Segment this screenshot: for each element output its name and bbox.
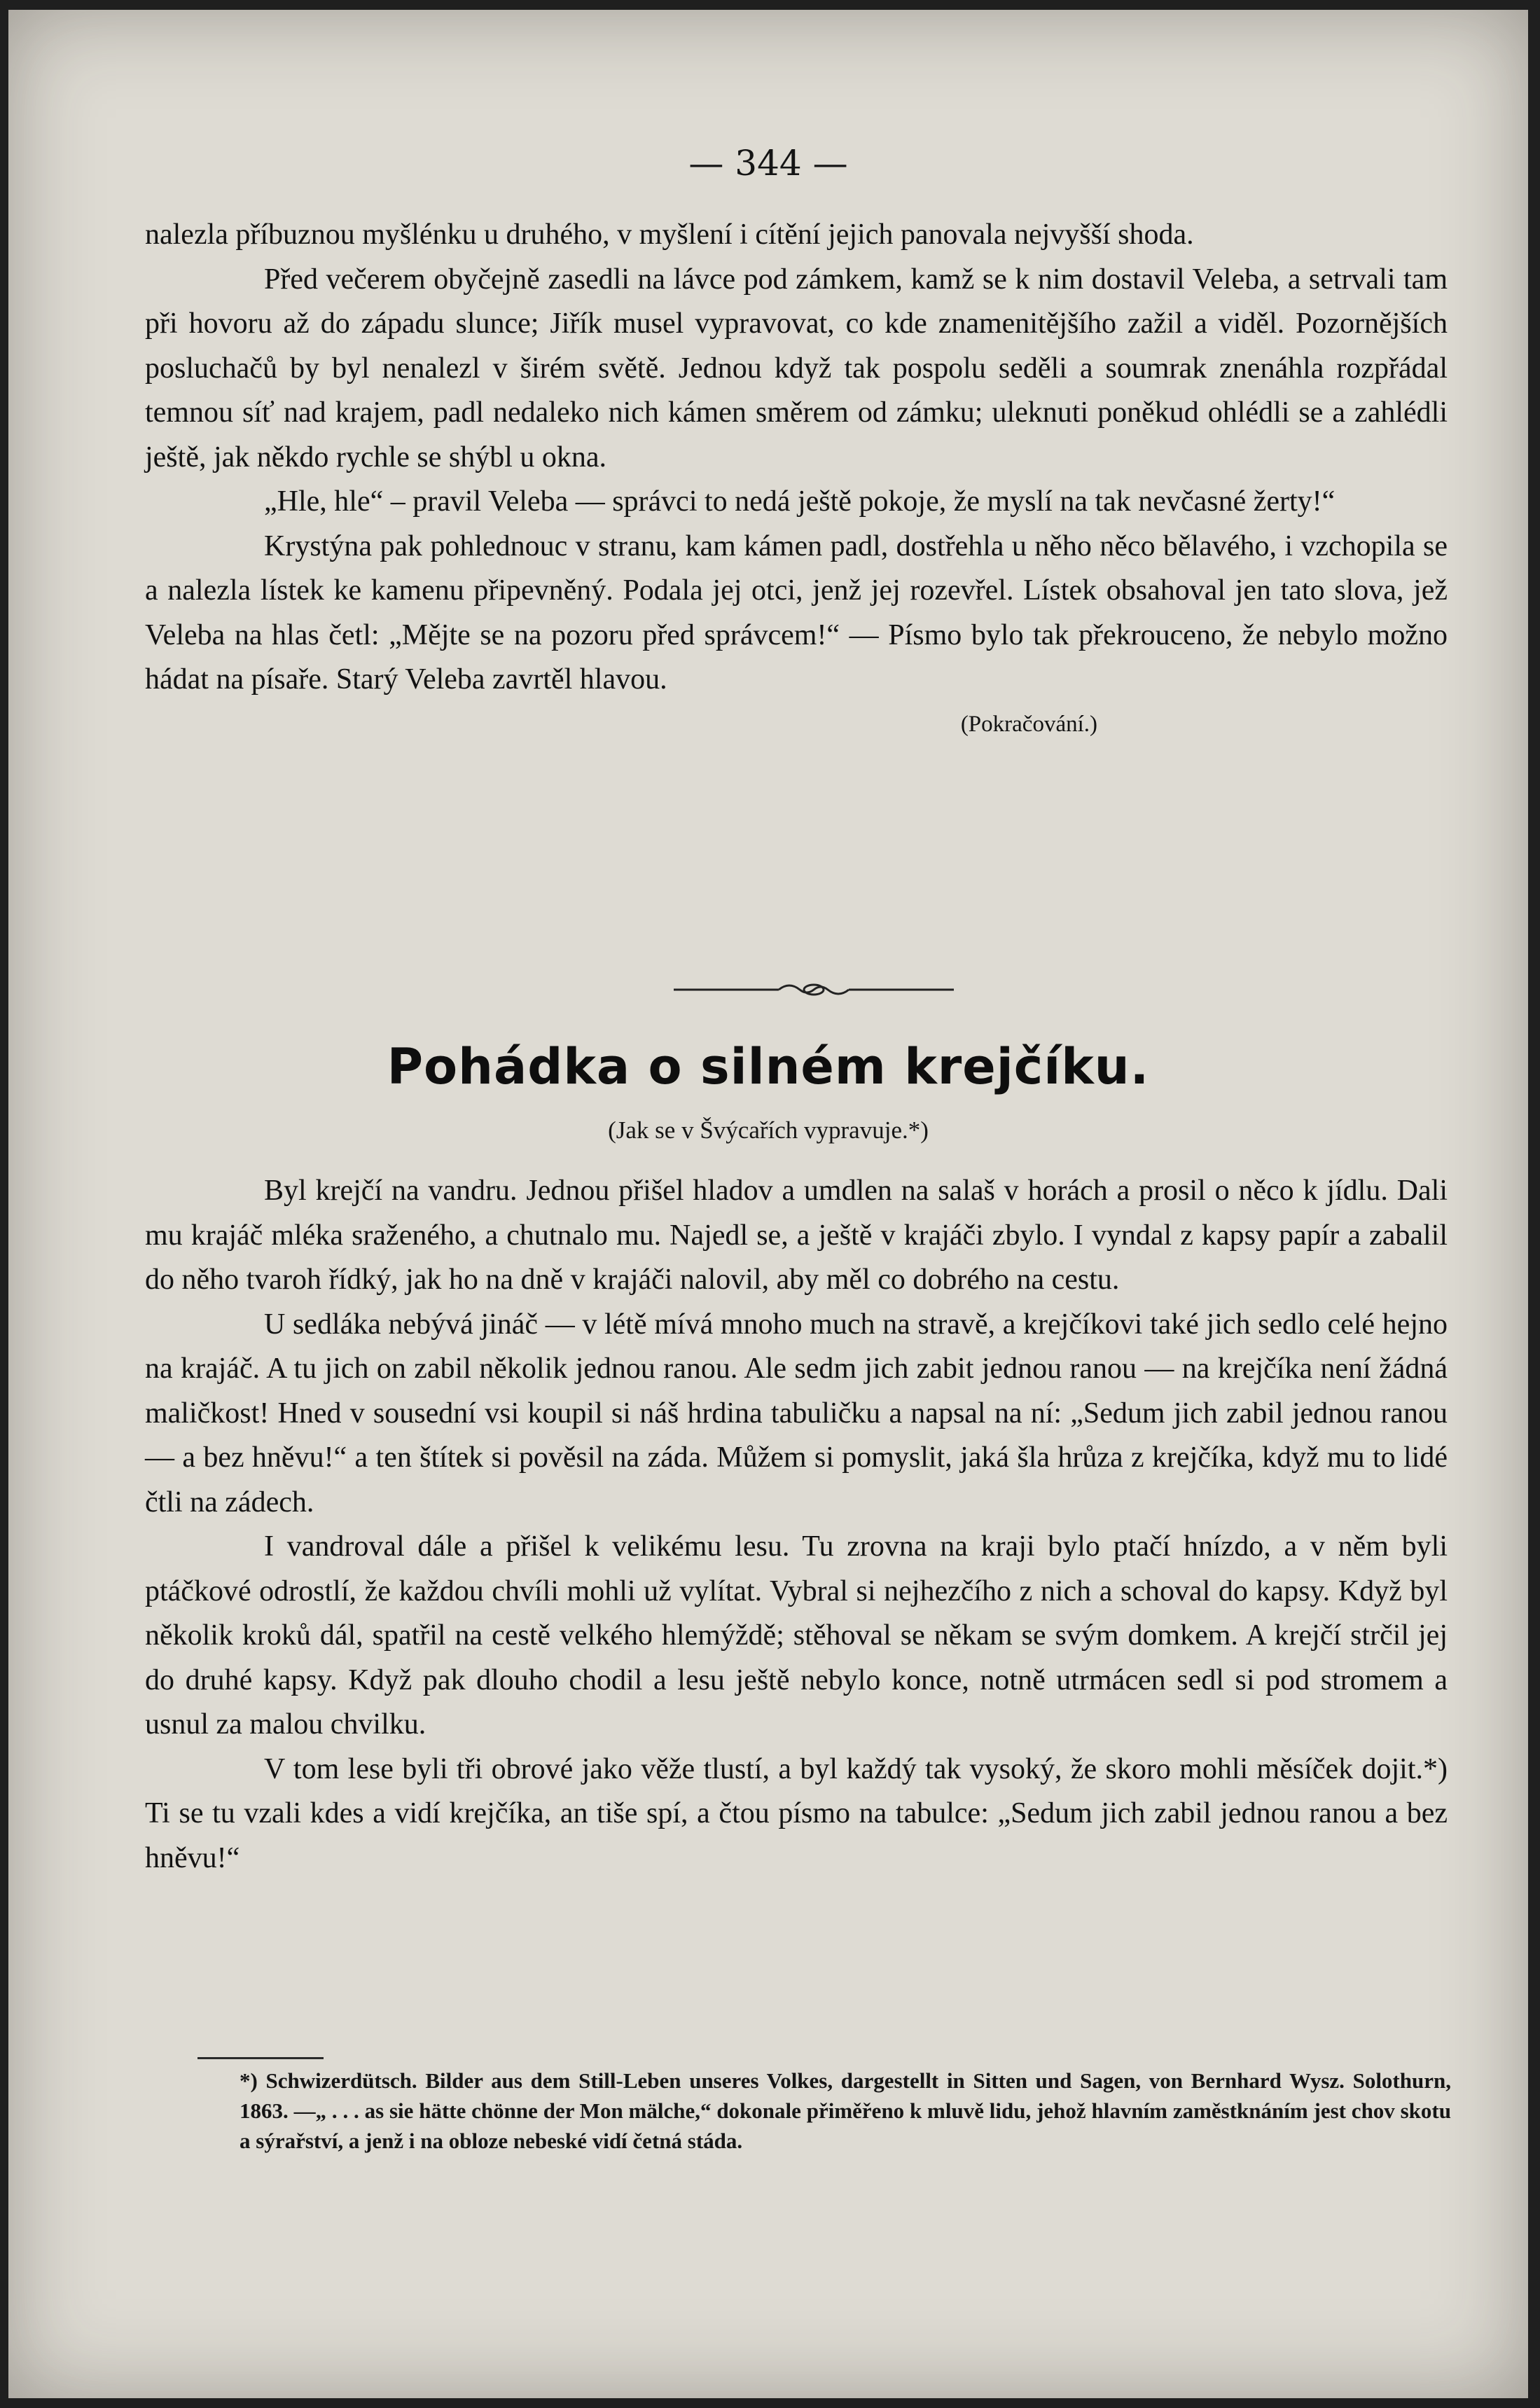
paragraph: U sedláka nebývá jináč — v létě mívá mnoho much na stravě, a krejčíkovi také jich sedlo celé hejno na krajáč. A tu jich on zabil několik jednou ranou. Ale sedm jich zabit jednou ranou — na krejčíka není žádná maličkost! Hned v sousední vsi koupil si náš hrdina tabuličku a napsal na ní: „Sedum jich zabil jednou ranou — a bez hněvu!“ a ten štítek si pověsil na záda. Můžem si pomyslit, jaká šla hrůza z krejčíka, když mu to lidé čtli na zádech. xyxy=(145,1308,1448,1518)
page-number: — 344 — xyxy=(688,143,848,184)
footnote-rule xyxy=(197,2057,324,2059)
footnote-text: *) Schwizerdütsch. Bilder aus dem Still-Leben unseres Volkes, dargestellt in Sitten und Sagen, von Bernhard Wysz. Solothurn, 1863. —„ . . . as sie hätte chönne der Mon mälche,“ dokonale přiměřeno k mluvě lidu, jehož hlavním zaměstknáním jest chov skotu a sýrařství, a jenž i na obloze nebeské vidí četná stáda. xyxy=(240,2068,1451,2153)
story-body xyxy=(145,1169,1448,1881)
ornament-divider xyxy=(674,979,954,1000)
paragraph: nalezla příbuznou myšlénku u druhého, v myšlení i cítění jejich panovala nejvyšší shoda. xyxy=(145,219,1194,251)
paragraph: „Hle, hle“ – pravil Veleba — správci to nedá ještě pokoje, že myslí na tak nevčasné žerty!“ xyxy=(264,485,1336,518)
footnote xyxy=(197,2066,1451,2156)
story-subtitle: (Jak se v Švýcařích vypravuje.*) xyxy=(608,1116,929,1144)
paragraph: V tom lese byli tři obrové jako věže tlustí, a byl každý tak vysoký, že skoro mohli měsíček dojit.*) Ti se tu vzali kdes a vidí krejčíka, an tiše spí, a čtou písmo na tabulce: „Sedum jich zabil jednou ranou a bez hněvu!“ xyxy=(145,1752,1448,1874)
to-be-continued: (Pokračování.) xyxy=(960,711,1097,737)
paragraph: Byl krejčí na vandru. Jednou přišel hladov a umdlen na salaš v horách a prosil o něco k jídlu. Dali mu krajáč mléka sraženého, a chutnalo mu. Najedl se, a ještě v krajáči zbylo. I vyndal z kapsy papír a zabalil do něho tvaroh řídký, jak ho na dně v krajáči nalovil, aby měl co dobrého na cestu. xyxy=(145,1175,1448,1296)
paragraph: Před večerem obyčejně zasedli na lávce pod zámkem, kamž se k nim dostavil Veleba, a setrvali tam při hovoru až do západu slunce; Jiřík musel vypravovat, co kde znamenitějšího zažil a viděl. Pozornějších posluchačů by byl nenalezl v širém světě. Jednou když tak pospolu seděli a soumrak znenáhla rozpřádal temnou síť nad krajem, padl nedaleko nich kámen směrem od zámku; uleknuti poněkud ohlédli se a zahlédli ještě, jak někdo rychle se shýbl u okna. xyxy=(145,263,1448,473)
story-continuation xyxy=(145,213,1448,747)
paragraph: I vandroval dále a přišel k velikému lesu. Tu zrovna na kraji bylo ptačí hnízdo, a v něm byli ptáčkové odrostlí, že každou chvíli mohli už vylítat. Vybral si nejhezčího z nich a schoval do kapsy. Když byl několik kroků dál, spatřil na cestě velkého hlemýždě; stěhoval se někam se svým domkem. A krejčí strčil jej do druhé kapsy. Když pak dlouho chodil a lesu ještě nebylo konce, notně utrmácen sedl si pod stromem a usnul za malou chvilku. xyxy=(145,1530,1448,1741)
paragraph: Krystýna pak pohlednouc v stranu, kam kámen padl, dostřehla u něho něco bělavého, i vzchopila se a nalezla lístek ke kamenu připevněný. Podala jej otci, jenž jej rozevřel. Lístek obsahoval jen tato slova, jež Veleba na hlas četl: „Mějte se na pozoru před správcem!“ — Písmo bylo tak překrouceno, že nebylo možno hádat na písaře. Starý Veleba zavrtěl hlavou. xyxy=(145,530,1448,696)
story-title: Pohádka o silném krejčíku. xyxy=(387,1038,1150,1095)
book-page xyxy=(8,10,1528,2398)
